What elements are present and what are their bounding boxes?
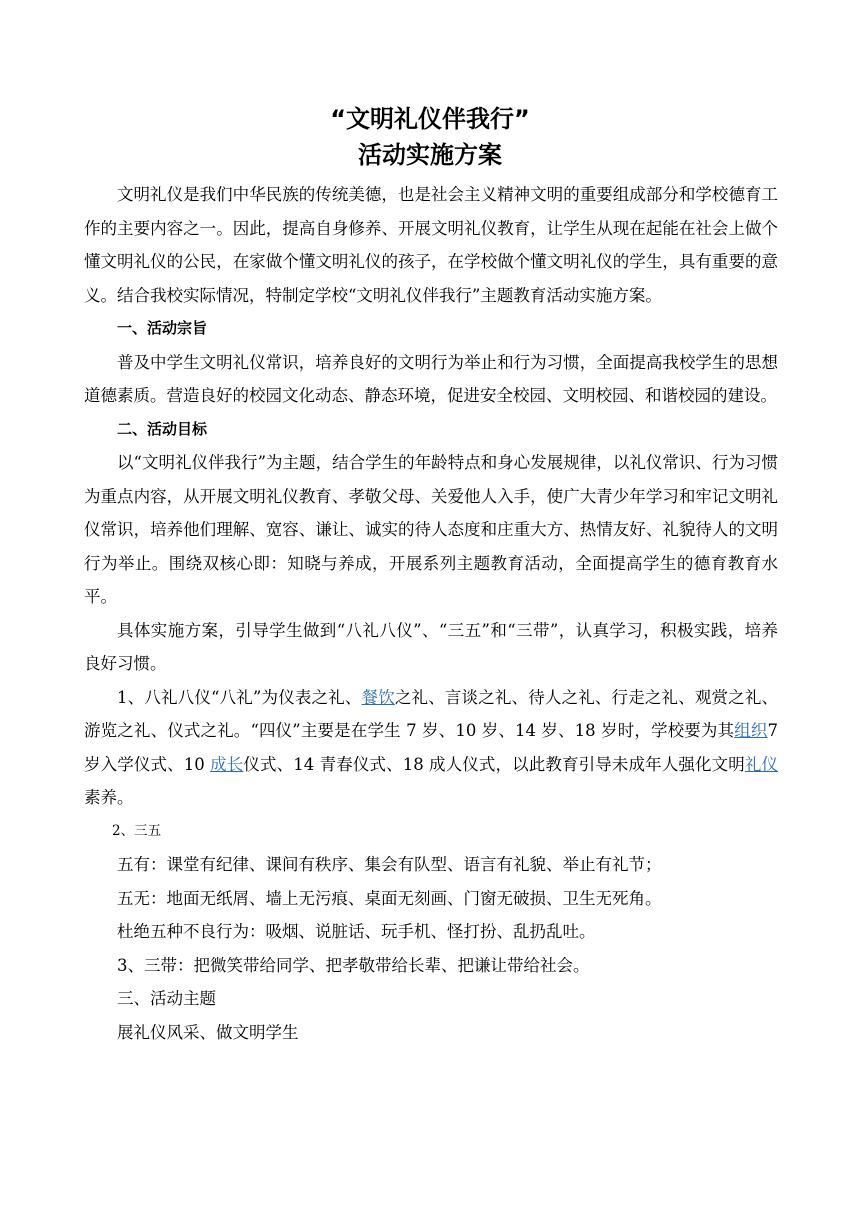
doc-body xyxy=(84,178,778,1049)
section-heading-purpose: 一、活动宗旨 xyxy=(117,319,208,337)
text-run: 1、八礼八仪“八礼”为仪表之礼、 xyxy=(117,687,362,707)
five-haves-paragraph: 五有：课堂有纪律、课间有秩序、集会有队型、语言有礼貌、举止有礼节； xyxy=(117,855,662,874)
text-run: 仪式、14 青春仪式、18 成人仪式，以此教育引导未成年人强化文明 xyxy=(243,754,745,774)
doc-title-line2: 活动实施方案 xyxy=(358,141,502,169)
link-canyin[interactable]: 餐饮 xyxy=(361,687,395,707)
theme-paragraph: 展礼仪风采、做文明学生 xyxy=(117,1022,299,1042)
section-heading-goals: 二、活动目标 xyxy=(117,419,208,438)
text-run: 7 岁入学仪式、10 xyxy=(84,721,778,774)
section-heading-theme: 三、活动主题 xyxy=(117,989,216,1008)
text-run: 素养。 xyxy=(84,788,134,807)
intro-paragraph: 文明礼仪是我们中华民族的传统美德，也是社会主义精神文明的重要组成部分和学校德育工作的主要内容之一。因此，提高自身修养、开展文明礼仪教育，让学生从现在起能在社会上做个懂文明礼仪的公民，在家做个懂文明礼仪的孩子，在学校做个懂文明礼仪的学生，具有重要的意义。结合我校实际情况，特制定学校“文明礼仪伴我行”主题教育活动实施方案。 xyxy=(84,185,778,305)
purpose-paragraph: 普及中学生文明礼仪常识，培养良好的文明行为举止和行为习惯，全面提高我校学生的思想道德素质。营造良好的校园文化动态、静态环境，促进安全校园、文明校园、和谐校园的建设。 xyxy=(84,352,778,405)
text-run: 之礼、言谈之礼、待人之礼、行走之礼、观赏之礼、游览之礼、仪式之礼。“四仪”主要是在学生 7 岁、10 岁、14 岁、18 岁时，学校要为其 xyxy=(84,687,779,740)
link-liyi[interactable]: 礼仪 xyxy=(744,754,779,774)
doc-title-line1: “文明礼仪伴我行” xyxy=(330,105,530,133)
five-nones-paragraph: 五无：地面无纸屑、墙上无污痕、桌面无刻画、门窗无破损、卫生无死角。 xyxy=(117,888,662,908)
goals-paragraph: 以“文明礼仪伴我行”为主题，结合学生的年龄特点和身心发展规律，以礼仪常识、行为习惯为重点内容，从开展文明礼仪教育、孝敬父母、关爱他人入手，使广大青少年学习和牢记文明礼仪常识，培养他们理解、宽容、谦让、诚实的待人态度和庄重大方、热情友好、礼貌待人的文明行为举止。围绕双核心即：知晓与养成，开展系列主题教育活动，全面提高学生的德育教育水平。 xyxy=(84,453,778,606)
item-san-wu: 2、三五 xyxy=(112,822,162,839)
five-bad-behaviors-paragraph: 杜绝五种不良行为：吸烟、说脏话、玩手机、怪打扮、乱扔乱吐。 xyxy=(117,922,596,941)
link-chengzhang[interactable]: 成长 xyxy=(210,754,244,774)
eight-rites-paragraph xyxy=(84,681,778,815)
link-zuzhi[interactable]: 组织 xyxy=(734,721,768,740)
three-brings-paragraph: 3、三带：把微笑带给同学、把孝敬带给长辈、把谦让带给社会。 xyxy=(117,955,590,975)
plan-paragraph: 具体实施方案，引导学生做到“八礼八仪”、“三五”和“三带”，认真学习，积极实践，培养良好习惯。 xyxy=(84,620,778,673)
